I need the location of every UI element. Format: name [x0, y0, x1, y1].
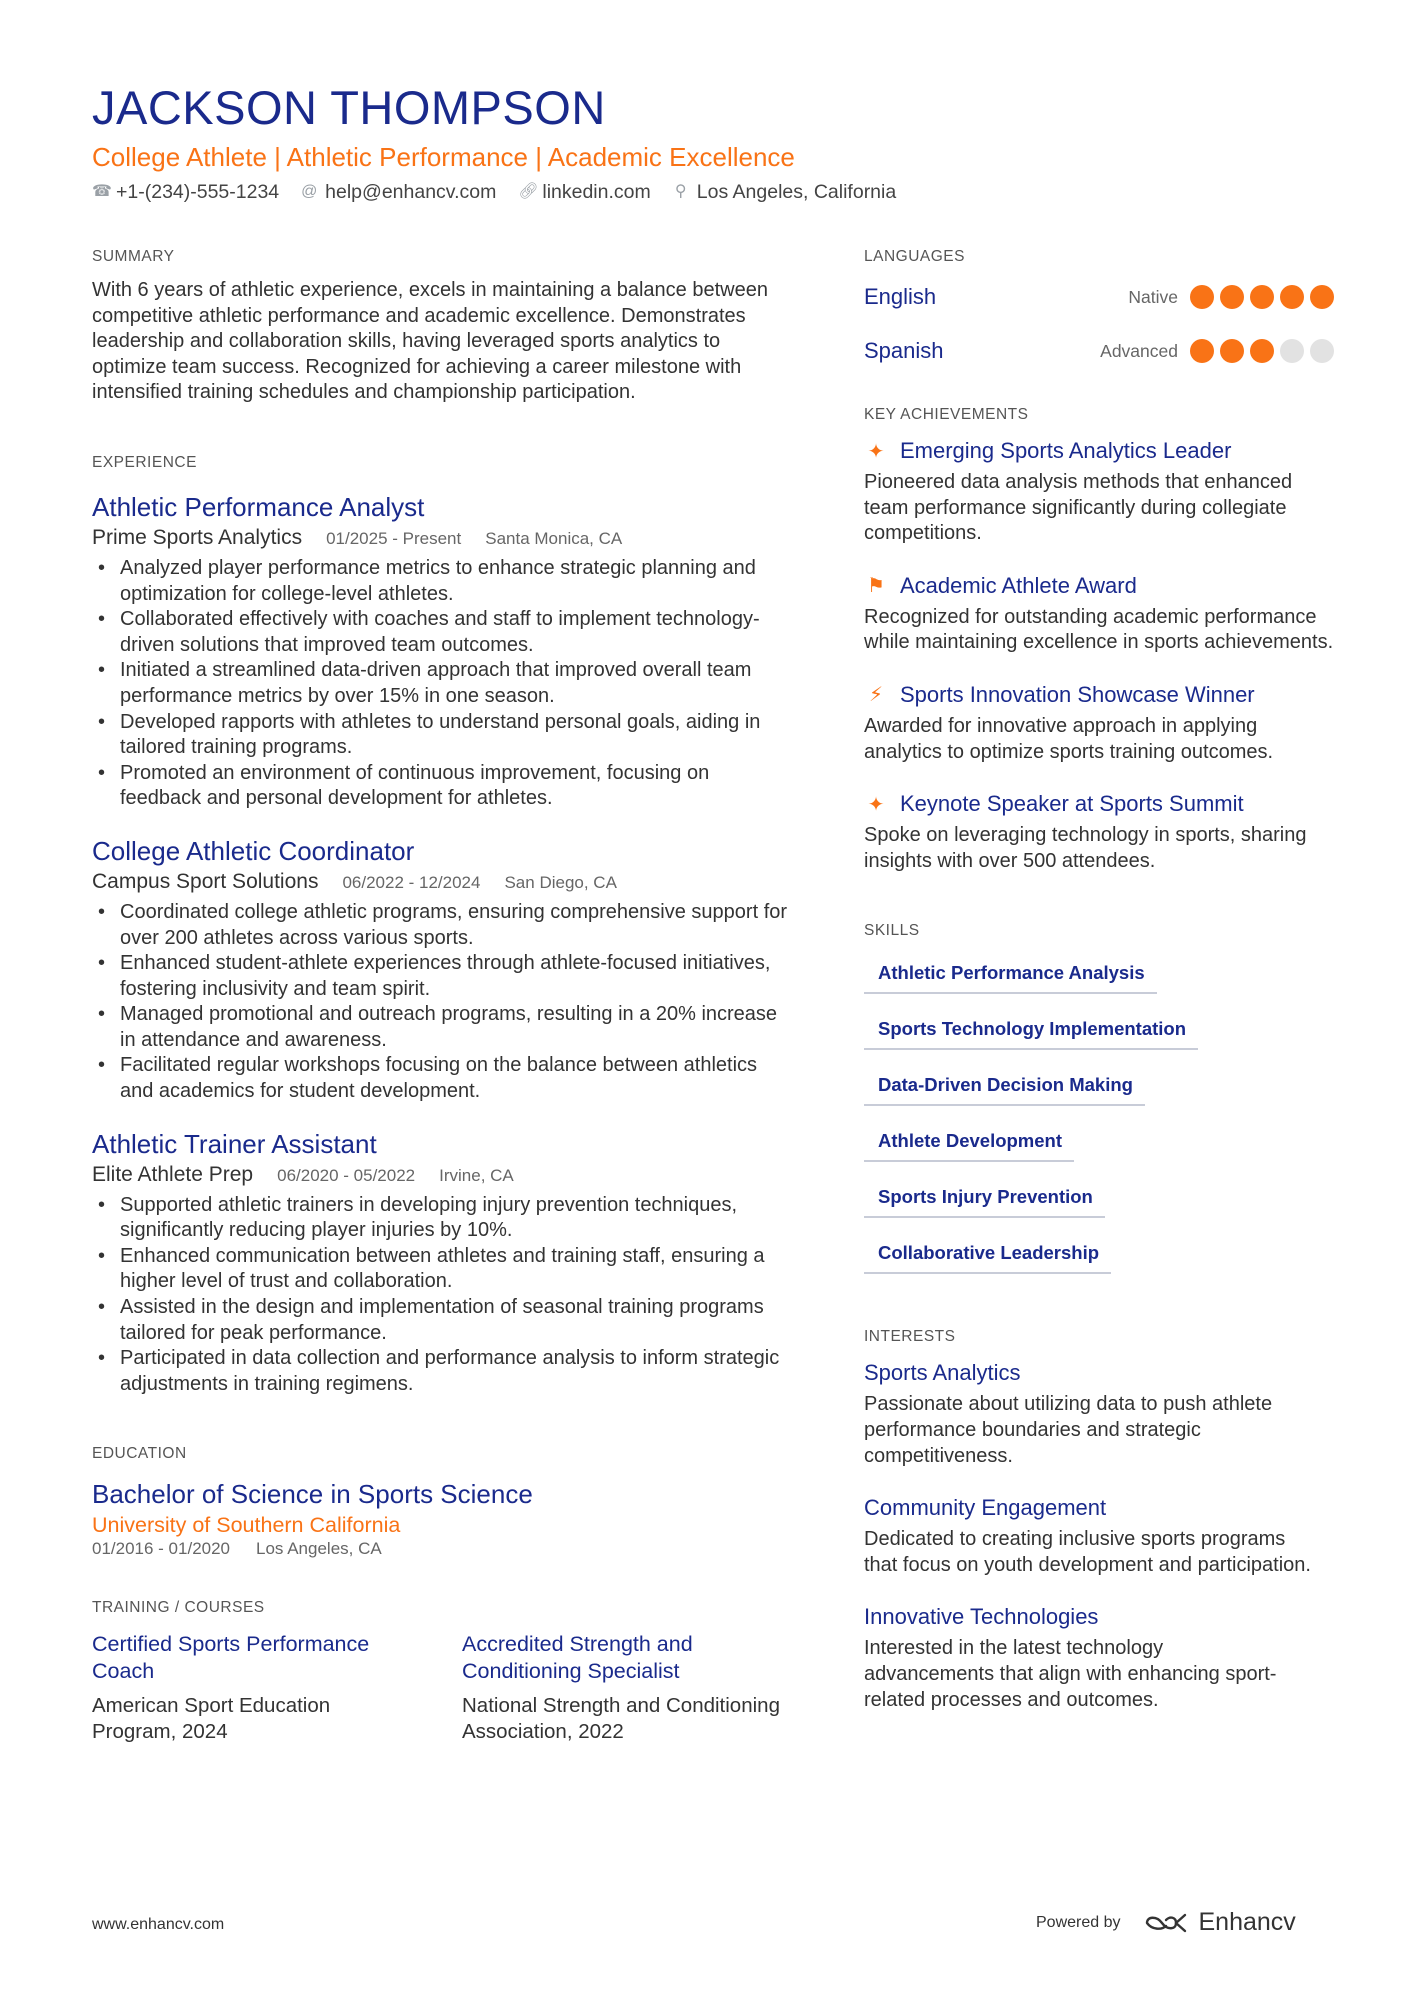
bullet-item: • Supported athletic trainers in developing injury prevention techniques, significantly reducing player injuries by 10%. [92, 1193, 792, 1244]
rating-dot-empty [1310, 339, 1334, 363]
candidate-name: JACKSON THOMPSON [92, 81, 606, 134]
bullet-item: • Participated in data collection and performance analysis to inform strategic adjustments in training regimens. [92, 1346, 792, 1397]
job-entry [92, 1127, 792, 1398]
job-title: Athletic Performance Analyst [92, 491, 425, 522]
job-meta [92, 524, 792, 552]
course-provider: National Strength and Conditioning Association, 2022 [462, 1694, 780, 1744]
proficiency-dots [1190, 285, 1334, 309]
email-text: help@enhancv.com [325, 181, 497, 203]
rating-dot-filled [1250, 285, 1274, 309]
bullet-item: • Assisted in the design and implementation of seasonal training programs tailored for peak performance. [92, 1295, 792, 1346]
skills-section [864, 920, 1334, 1288]
bullet-item: • Promoted an environment of continuous improvement, focusing on feedback and personal development for athletes. [92, 761, 792, 812]
job-entry [92, 834, 792, 1105]
training-heading: TRAINING / COURSES [92, 1599, 265, 1617]
education-dates: 01/2016 - 01/2020 [92, 1539, 231, 1559]
achievements-heading: KEY ACHIEVEMENTS [864, 406, 1029, 423]
lightning-icon: ⚡︎ [868, 684, 884, 707]
rating-dot-empty [1280, 339, 1304, 363]
training-section [92, 1597, 792, 1745]
rating-dot-filled [1310, 285, 1334, 309]
contact-location [673, 178, 896, 206]
medal-icon: ✦ [867, 440, 885, 463]
left-column [92, 240, 792, 1745]
rating-dot-filled [1280, 285, 1304, 309]
experience-heading: EXPERIENCE [92, 453, 197, 471]
bullet-item: • Managed promotional and outreach programs, resulting in a 20% increase in attendance and awareness. [92, 1002, 792, 1053]
at-icon: @ [301, 183, 318, 200]
skills-heading: SKILLS [864, 922, 920, 940]
rating-dot-filled [1220, 285, 1244, 309]
interest-item [864, 1358, 1334, 1469]
bullet-item: • Analyzed player performance metrics to enhance strategic planning and optimization for college-level athletes. [92, 556, 792, 607]
phone-icon: ☎ [92, 183, 112, 200]
language-level: Advanced [1100, 340, 1178, 361]
bullet-item: • Coordinated college athletic programs, ensuring comprehensive support for over 200 athletes across various sports. [92, 900, 792, 951]
course-title: Certified Sports Performance Coach [92, 1632, 370, 1684]
course-provider: American Sport Education Program, 2024 [92, 1694, 331, 1744]
job-dates: 01/2025 - Present [326, 528, 462, 548]
job-bullets [92, 1193, 792, 1398]
languages-section [864, 246, 1334, 378]
job-entry [92, 490, 792, 812]
phone-text: +1-(234)-555-1234 [116, 181, 280, 203]
flag-icon: ⚑ [867, 575, 885, 598]
rating-dot-filled [1190, 339, 1214, 363]
training-list [92, 1631, 792, 1745]
languages-heading: LANGUAGES [864, 248, 965, 265]
summary-heading: SUMMARY [92, 248, 175, 265]
course-item [92, 1631, 462, 1745]
skills-list [864, 952, 1334, 1288]
bullet-item: • Initiated a streamlined data-driven approach that improved overall team performance metrics by over 15% in one season. [92, 658, 792, 709]
medal-icon: ✦ [867, 793, 885, 816]
course-item [462, 1631, 792, 1745]
achievement-item [864, 571, 1334, 656]
interest-title: Sports Analytics [864, 1360, 1021, 1386]
bullet-item: • Enhanced student-athlete experiences through athlete-focused initiatives, fostering inclusivity and team spirit. [92, 951, 792, 1002]
powered-by-label: Powered by [1036, 1913, 1121, 1931]
achievement-title: Keynote Speaker at Sports Summit [900, 791, 1244, 817]
interest-title: Innovative Technologies [864, 1604, 1099, 1630]
rating-dot-filled [1190, 285, 1214, 309]
job-meta [92, 868, 792, 896]
proficiency-dots [1190, 339, 1334, 363]
rating-dot-filled [1220, 339, 1244, 363]
skill-tag: Athlete Development [864, 1120, 1074, 1162]
language-row [864, 270, 1334, 324]
degree-title: Bachelor of Science in Sports Science [92, 1479, 533, 1510]
bullet-item: • Collaborated effectively with coaches and staff to implement technology-driven solutions that improved team outcomes. [92, 607, 792, 658]
company-name: Prime Sports Analytics [92, 525, 303, 549]
job-title: College Athletic Coordinator [92, 835, 415, 866]
school-name: University of Southern California [92, 1513, 401, 1538]
language-name: English [864, 284, 937, 309]
education-heading: EDUCATION [92, 1445, 187, 1463]
location-pin-icon: ⚲ [674, 183, 687, 200]
job-location: Santa Monica, CA [485, 528, 623, 548]
education-location: Los Angeles, CA [256, 1539, 382, 1559]
skill-tag: Data-Driven Decision Making [864, 1064, 1145, 1106]
enhancv-logo[interactable] [1143, 1908, 1296, 1937]
education-meta [92, 1539, 792, 1559]
interests-section [864, 1326, 1334, 1713]
rating-dot-filled [1250, 339, 1274, 363]
bullet-item: • Facilitated regular workshops focusing on the balance between athletics and academics for student development. [92, 1053, 792, 1104]
achievement-item [864, 680, 1334, 765]
interest-desc: Dedicated to creating inclusive sports programs that focus on youth development and participation. [864, 1528, 1311, 1576]
job-dates: 06/2022 - 12/2024 [342, 872, 481, 892]
link-icon: 🔗︎ [518, 183, 539, 200]
headline: College Athlete | Athletic Performance | Academic Excellence [92, 142, 795, 172]
achievement-desc: Pioneered data analysis methods that enhanced team performance significantly during collegiate competitions. [864, 471, 1293, 545]
interest-item [864, 1493, 1334, 1578]
job-location: San Diego, CA [504, 872, 617, 892]
education-section [92, 1443, 792, 1559]
company-name: Elite Athlete Prep [92, 1162, 254, 1186]
footer-website[interactable]: www.enhancv.com [92, 1916, 225, 1933]
skill-tag: Collaborative Leadership [864, 1232, 1111, 1274]
achievement-title: Sports Innovation Showcase Winner [900, 681, 1255, 707]
linkedin-text: linkedin.com [542, 181, 651, 203]
skill-tag: Sports Technology Implementation [864, 1008, 1198, 1050]
achievement-desc: Spoke on leveraging technology in sports, sharing insights with over 500 attendees. [864, 824, 1307, 872]
interest-item [864, 1602, 1334, 1713]
language-row [864, 324, 1334, 378]
job-meta [92, 1161, 792, 1189]
bullet-item: • Enhanced communication between athletes and training staff, ensuring a higher level of trust and collaboration. [92, 1244, 792, 1295]
bullet-item: • Developed rapports with athletes to understand personal goals, aiding in tailored training programs. [92, 710, 792, 761]
right-column [864, 240, 1334, 1713]
summary-text: With 6 years of athletic experience, excels in maintaining a balance between competitive athletic performance and academic excellence. Demonstrates leadership and collaboration skills, having leveraged sports analytics to optimize team success. Recognized for achieving a career milestone with intensified training schedules and championship participation. [92, 279, 768, 404]
job-location: Irvine, CA [439, 1165, 514, 1185]
skill-tag: Sports Injury Prevention [864, 1176, 1105, 1218]
footer-branding [1036, 1908, 1296, 1937]
achievement-desc: Awarded for innovative approach in applying analytics to optimize sports training outcomes. [864, 714, 1274, 763]
achievement-item [864, 436, 1334, 547]
experience-section [92, 452, 792, 1397]
summary-section [92, 246, 792, 406]
company-name: Campus Sport Solutions [92, 869, 319, 893]
achievements-section [864, 404, 1334, 874]
course-title: Accredited Strength and Conditioning Specialist [462, 1632, 693, 1684]
job-title: Athletic Trainer Assistant [92, 1128, 377, 1159]
achievement-item [864, 789, 1334, 874]
job-bullets [92, 900, 792, 1105]
contact-linkedin[interactable] [518, 178, 650, 206]
brand-name: Enhancv [1198, 1908, 1296, 1936]
language-level: Native [1128, 286, 1178, 307]
contact-bar [92, 178, 896, 206]
location-text: Los Angeles, California [696, 181, 897, 203]
enhancv-logo-icon [1143, 1911, 1189, 1935]
interest-title: Community Engagement [864, 1495, 1107, 1521]
achievement-desc: Recognized for outstanding academic performance while maintaining excellence in sports achievements. [864, 605, 1334, 654]
interest-desc: Interested in the latest technology advancements that align with enhancing sport-related processes and outcomes. [864, 1637, 1277, 1711]
language-name: Spanish [864, 338, 944, 363]
contact-email[interactable] [301, 178, 496, 206]
interest-desc: Passionate about utilizing data to push athlete performance boundaries and strategic competitiveness. [864, 1393, 1273, 1467]
job-bullets [92, 556, 792, 812]
achievement-title: Academic Athlete Award [900, 572, 1137, 598]
skill-tag: Athletic Performance Analysis [864, 952, 1157, 994]
contact-phone [92, 178, 279, 206]
achievement-title: Emerging Sports Analytics Leader [900, 438, 1232, 463]
job-dates: 06/2020 - 05/2022 [277, 1165, 416, 1185]
interests-heading: INTERESTS [864, 1328, 956, 1346]
